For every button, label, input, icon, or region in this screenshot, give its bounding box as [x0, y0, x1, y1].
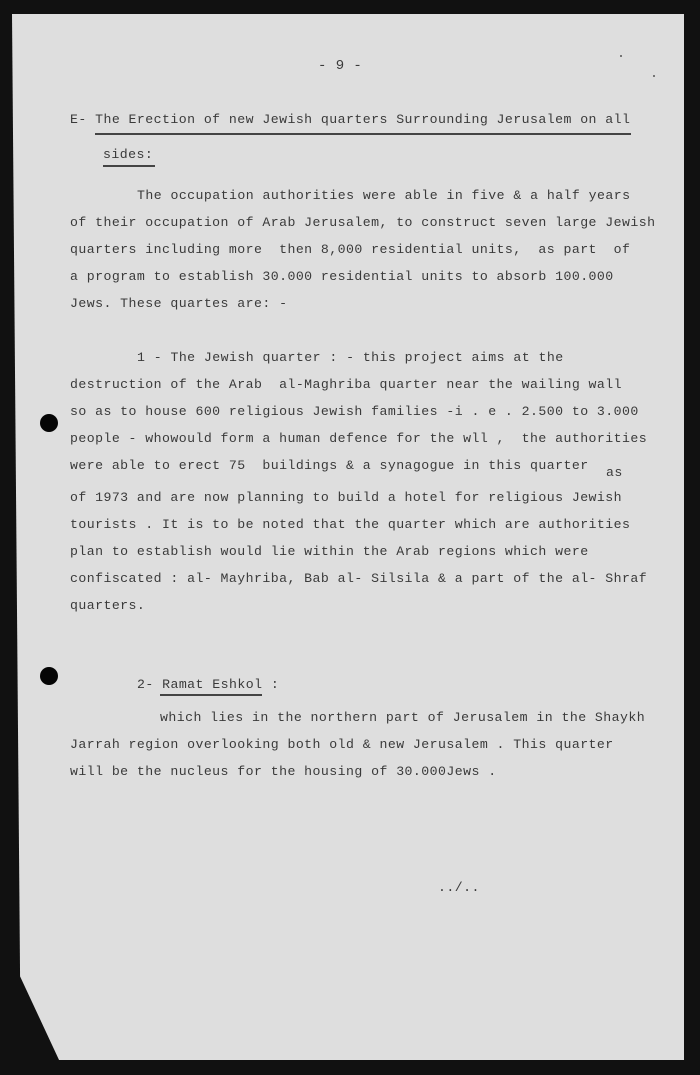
section-heading-continued: sides:: [103, 147, 154, 162]
item1-line: were able to erect 75 buildings & a synagogue in this quarter: [70, 458, 589, 473]
item1-line: quarters.: [70, 598, 146, 613]
item2-line: Jarrah region overlooking both old & new Jerusalem . This quarter: [70, 737, 614, 752]
paper-speck: [620, 55, 622, 57]
item2-line: which lies in the northern part of Jerusalem in the Shaykh: [160, 710, 646, 725]
punch-hole: [40, 414, 58, 432]
item1-line: confiscated : al- Mayhriba, Bab al- Silsila & a part of the al- Shraf: [70, 571, 648, 586]
item2-title: 2- Ramat Eshkol :: [137, 677, 280, 692]
intro-line: The occupation authorities were able in five & a half years: [137, 188, 631, 203]
item1-line: destruction of the Arab al-Maghriba quarter near the wailing wall: [70, 377, 623, 392]
item2-line: will be the nucleus for the housing of 30.000Jews .: [70, 764, 497, 779]
section-heading: E- The Erection of new Jewish quarters Surrounding Jerusalem on all: [70, 112, 631, 127]
item1-line: of 1973 and are now planning to build a hotel for religious Jewish: [70, 490, 623, 505]
intro-line: quarters including more then 8,000 residential units, as part of: [70, 242, 631, 257]
item1-line: people - whowould form a human defence for the wll , the authorities: [70, 431, 648, 446]
intro-line: of their occupation of Arab Jerusalem, to construct seven large Jewish: [70, 215, 656, 230]
intro-line: Jews. These quartes are: -: [70, 296, 288, 311]
intro-line: a program to establish 30.000 residential units to absorb 100.000: [70, 269, 614, 284]
item1-line: so as to house 600 religious Jewish families -i . e . 2.500 to 3.000: [70, 404, 639, 419]
item1-margin-word: as: [606, 465, 623, 480]
paper-speck: [653, 75, 655, 77]
heading-underline: [103, 165, 155, 167]
item1-line: plan to establish would lie within the Arab regions which were: [70, 544, 589, 559]
item2-underline: [160, 694, 262, 696]
heading-underline: [95, 133, 631, 135]
continuation-mark: ../..: [438, 880, 480, 895]
item1-line: 1 - The Jewish quarter : - this project aims at the: [137, 350, 564, 365]
document-page: [12, 14, 684, 1060]
page-number: - 9 -: [318, 58, 363, 74]
punch-hole: [40, 667, 58, 685]
item1-line: tourists . It is to be noted that the quarter which are authorities: [70, 517, 631, 532]
